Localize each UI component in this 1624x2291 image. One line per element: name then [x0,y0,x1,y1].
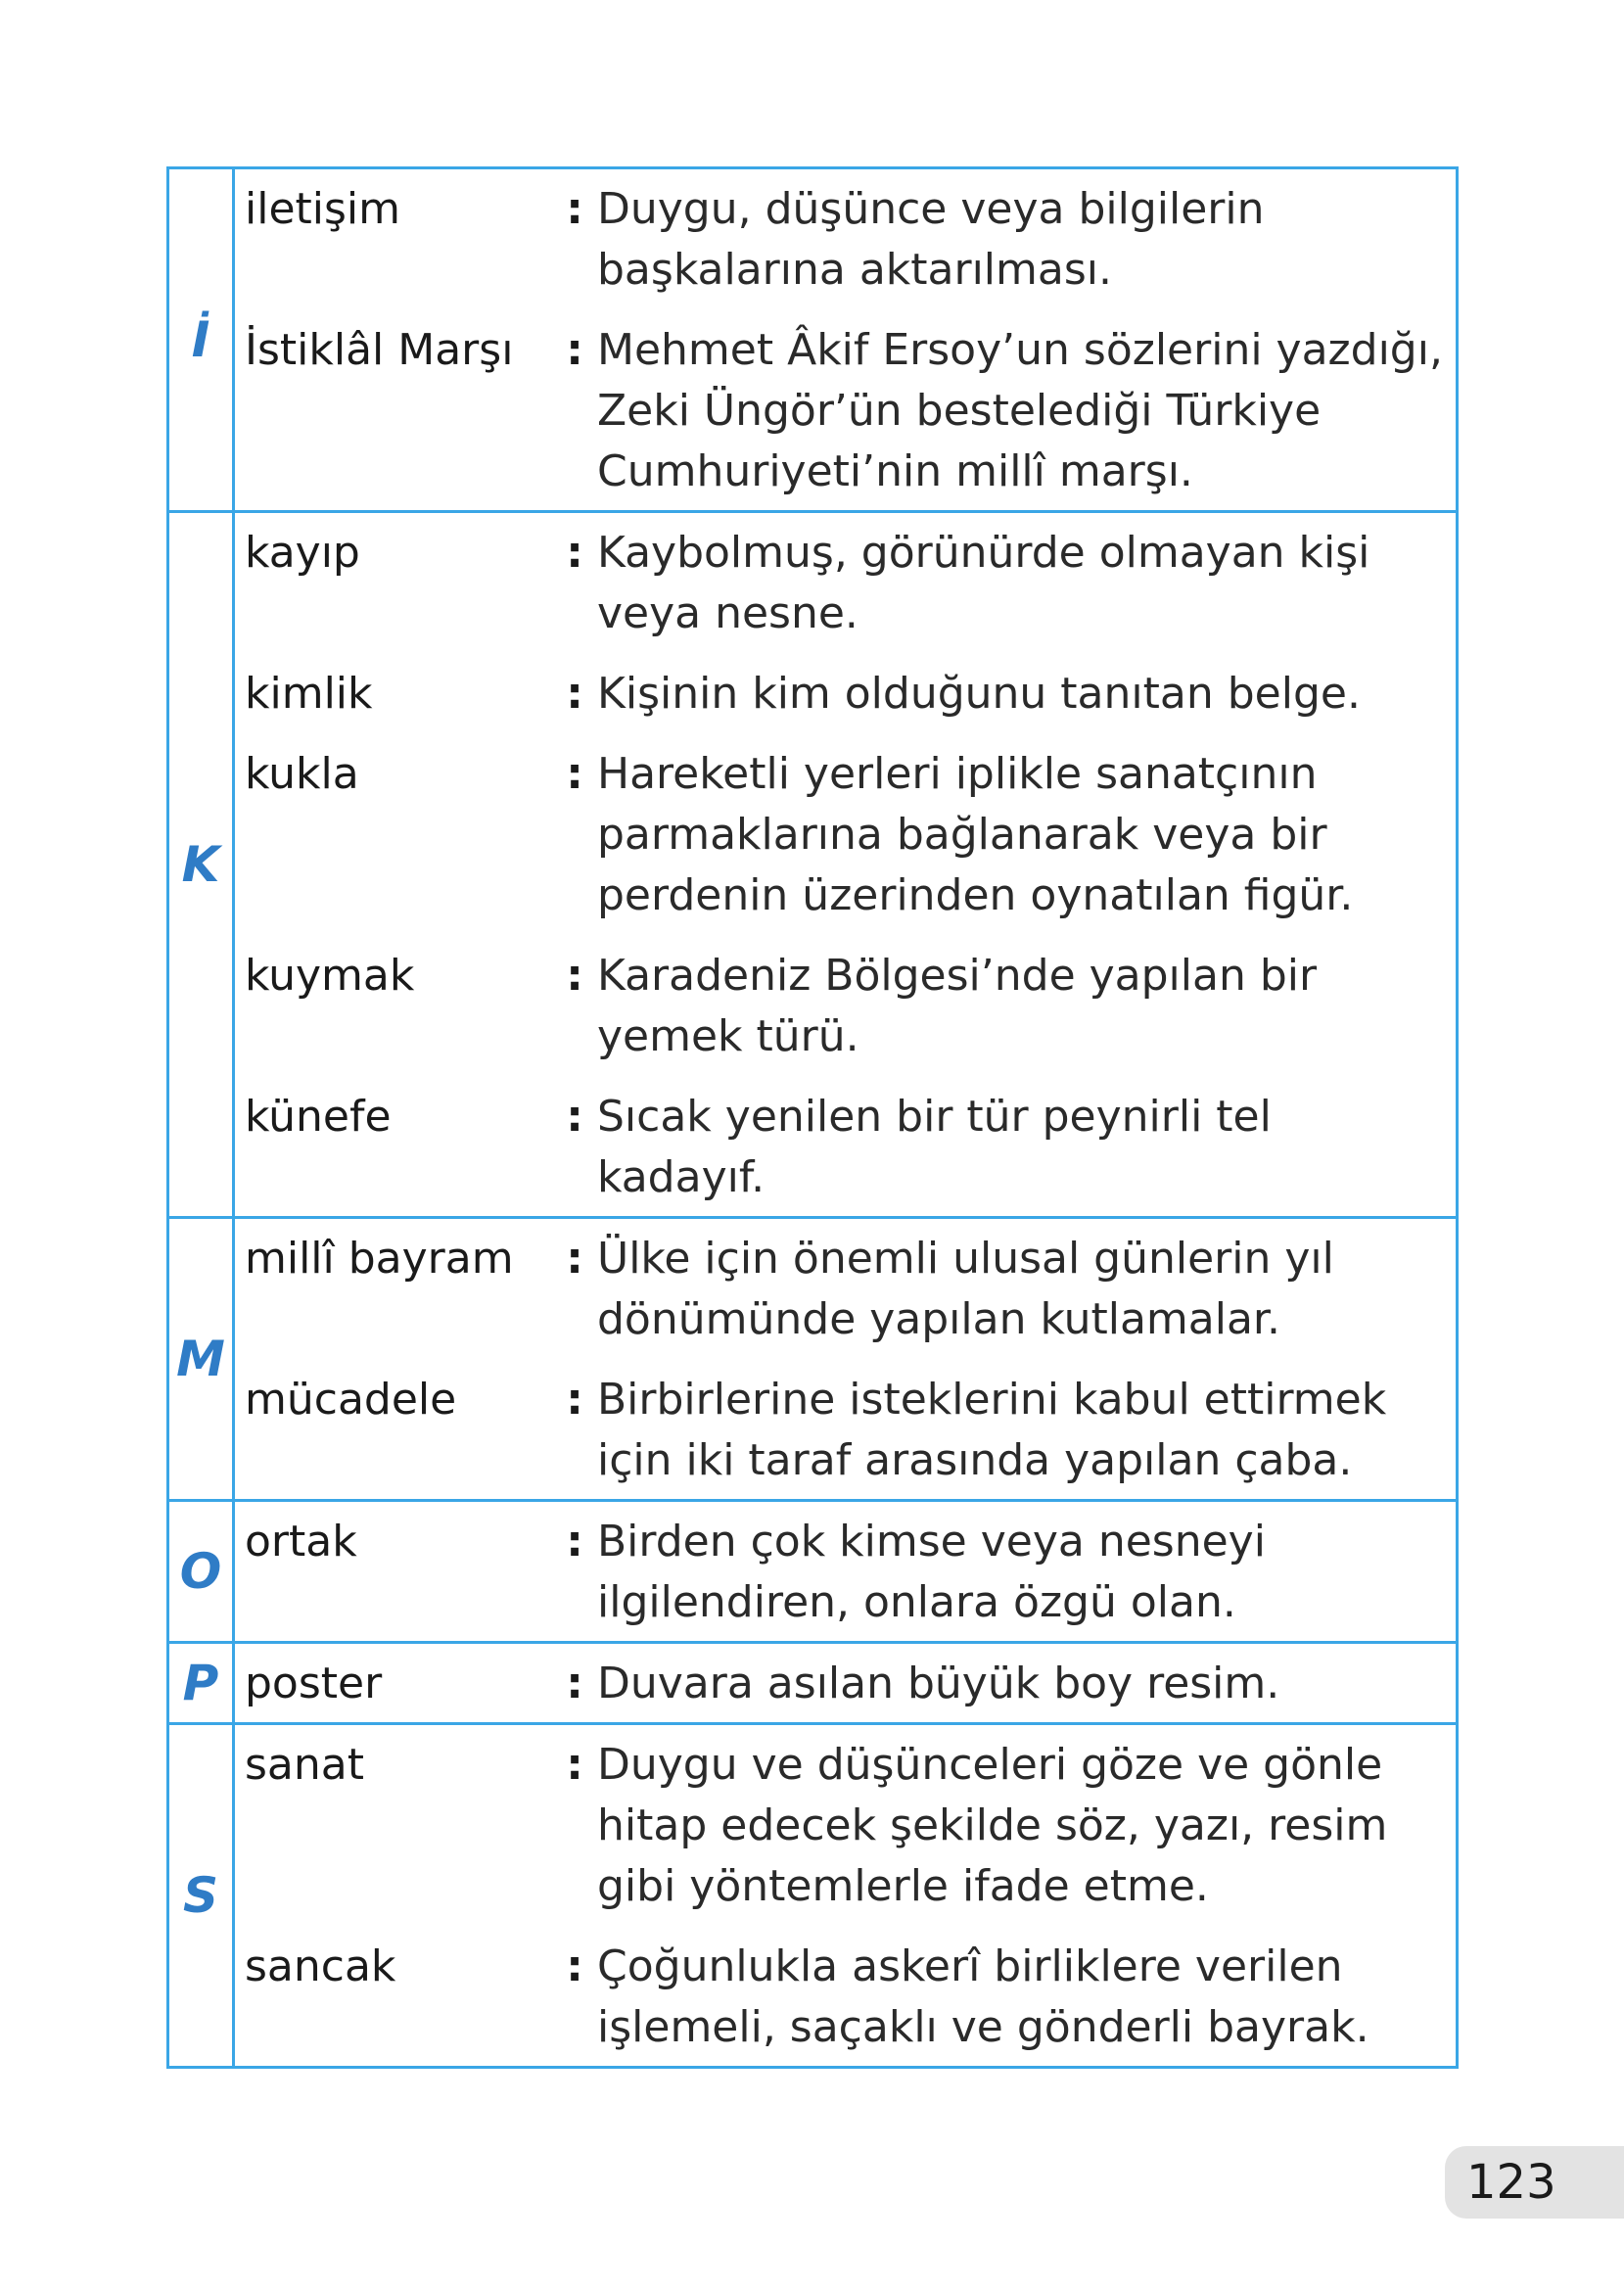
entry-list [235,1725,1456,2066]
glossary-entry [235,1229,1456,1350]
colon-separator: : [566,1941,583,1991]
colon-separator: : [566,1234,583,1284]
colon-separator: : [566,325,583,375]
entry-term: kuymak [245,951,415,1001]
entry-list [235,1502,1456,1641]
glossary-entry [235,179,1456,301]
entry-term: millî bayram [245,1234,514,1284]
glossary-entry [235,1370,1456,1491]
colon-separator: : [566,1517,583,1566]
glossary-entry [235,320,1456,502]
section-letter: İ [169,169,235,510]
colon-separator: : [566,1659,583,1708]
glossary-entry [235,1937,1456,2058]
entry-list [235,513,1456,1216]
entry-definition: Birbirlerine isteklerini kabul ettirmek için iki taraf arasında yapılan çaba. [597,1375,1387,1485]
page-number: 123 [1445,2146,1624,2219]
entry-term: İstiklâl Marşı [245,325,514,375]
colon-separator: : [566,1740,583,1790]
entry-term: sanat [245,1740,364,1790]
entry-term: künefe [245,1092,392,1142]
letter-group [169,1216,1456,1499]
glossary-entry [235,1512,1456,1633]
section-letter: P [169,1644,235,1722]
entry-term: ortak [245,1517,357,1566]
entry-definition: Kişinin kim olduğunu tanıtan belge. [597,669,1361,719]
entry-term: poster [245,1659,383,1708]
entry-definition: Birden çok kimse veya nesneyi ilgilendiren, onlara özgü olan. [597,1517,1266,1627]
colon-separator: : [566,749,583,799]
section-letter: O [169,1502,235,1641]
entry-definition: Duygu, düşünce veya bilgilerin başkalarına aktarılması. [597,184,1265,295]
entry-definition: Ülke için önemli ulusal günlerin yıl dönümünde yapılan kutlamalar. [597,1234,1334,1344]
letter-group [169,1722,1456,2066]
letter-group [169,169,1456,510]
entry-list [235,169,1456,510]
entry-definition: Hareketli yerleri iplikle sanatçının parmaklarına bağlanarak veya bir perdenin üzerinden oynatılan figür. [597,749,1354,920]
entry-definition: Karadeniz Bölgesi’nde yapılan bir yemek türü. [597,951,1318,1061]
entry-term: sancak [245,1941,396,1991]
entry-definition: Duygu ve düşünceleri göze ve gönle hitap edecek şekilde söz, yazı, resim gibi yöntemlerle ifade etme. [597,1740,1388,1911]
letter-group [169,1499,1456,1641]
colon-separator: : [566,951,583,1001]
entry-list [235,1644,1456,1722]
colon-separator: : [566,528,583,578]
entry-definition: Duvara asılan büyük boy resim. [597,1659,1280,1708]
entry-term: kimlik [245,669,373,719]
entry-definition: Sıcak yenilen bir tür peynirli tel kadayıf. [597,1092,1272,1202]
glossary-entry [235,664,1456,725]
entry-term: kayıp [245,528,360,578]
section-letter: S [169,1725,235,2066]
entry-term: mücadele [245,1375,457,1425]
glossary-entry [235,1087,1456,1208]
glossary-entry [235,1735,1456,1917]
glossary-entry [235,744,1456,926]
glossary-entry [235,946,1456,1067]
glossary-entry [235,523,1456,644]
entry-term: kukla [245,749,359,799]
section-letter: M [169,1219,235,1499]
colon-separator: : [566,184,583,234]
colon-separator: : [566,669,583,719]
letter-group [169,1641,1456,1722]
section-letter: K [169,513,235,1216]
entry-definition: Çoğunlukla askerî birliklere verilen işlemeli, saçaklı ve gönderli bayrak. [597,1941,1369,2052]
colon-separator: : [566,1375,583,1425]
entry-list [235,1219,1456,1499]
letter-group [169,510,1456,1216]
glossary-entry [235,1654,1456,1714]
entry-definition: Mehmet Âkif Ersoy’un sözlerini yazdığı, Zeki Üngör’ün bestelediği Türkiye Cumhuriyeti’nin millî marşı. [597,325,1443,496]
glossary-table [166,166,1459,2069]
entry-term: iletişim [245,184,401,234]
colon-separator: : [566,1092,583,1142]
entry-definition: Kaybolmuş, görünürde olmayan kişi veya nesne. [597,528,1370,638]
